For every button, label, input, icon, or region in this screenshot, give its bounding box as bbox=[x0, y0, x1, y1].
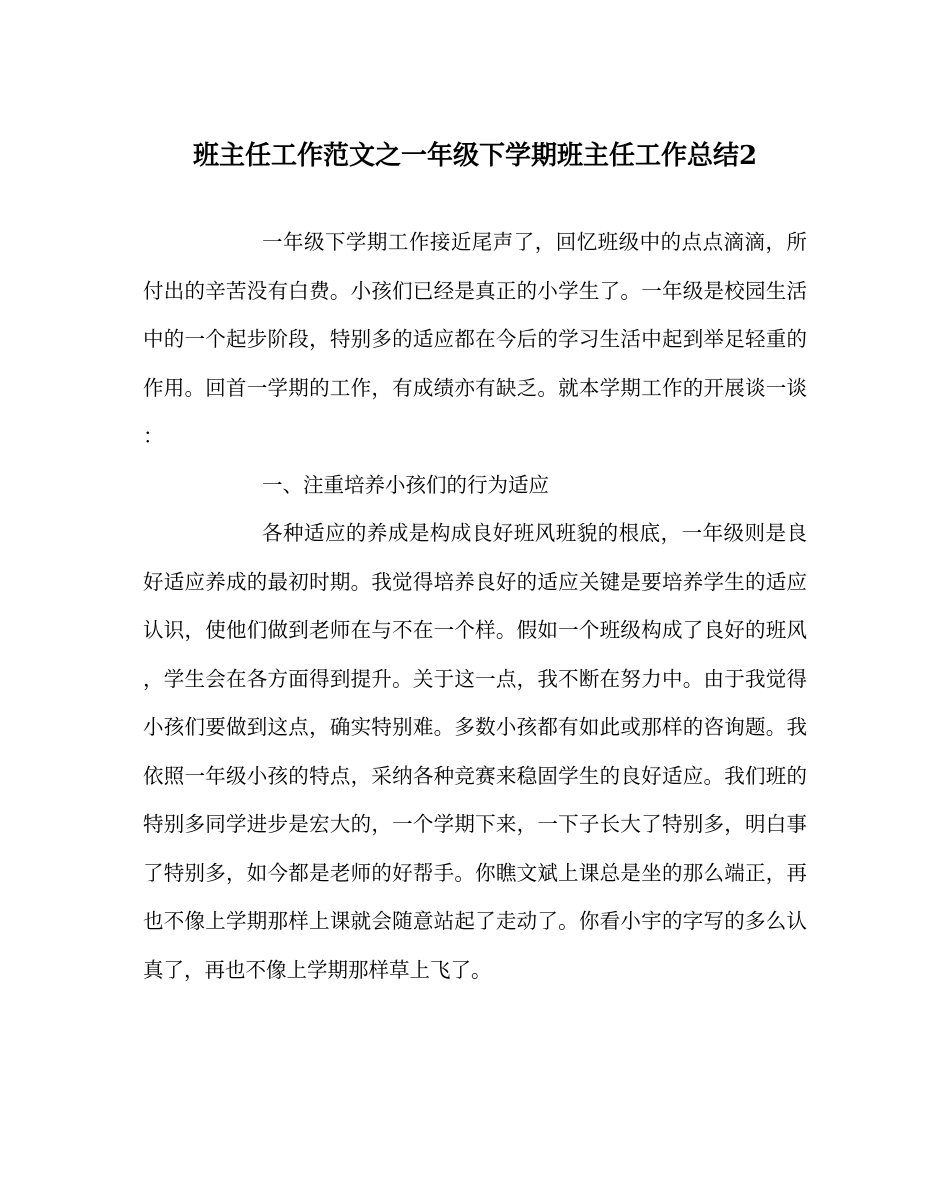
document-title: 班主任工作范文之一年级下学期班主任工作总结2 bbox=[192, 141, 758, 171]
document-body bbox=[143, 218, 807, 994]
paragraph-habits: 各种适应的养成是构成良好班风班貌的根底，一年级则是良好适应养成的最初时期。我觉得培养良好的适应关键是要培养学生的适应认识，使他们做到老师在与不在一个样。假如一个班级构成了良好的班风，学生会在各方面得到提升。关于这一点，我不断在努力中。由于我觉得小孩们要做到这点，确实特别难。多数小孩都有如此或那样的咨询题。我依照一年级小孩的特点，采纳各种竞赛来稳固学生的良好适应。我们班的特别多同学进步是宏大的，一个学期下来，一下子长大了特别多，明白事了特别多，如今都是老师的好帮手。你瞧文斌上课总是坐的那么端正，再也不像上学期那样上课就会随意站起了走动了。你看小宇的字写的多么认真了，再也不像上学期那样草上飞了。 bbox=[143, 521, 807, 982]
paragraph-intro: 一年级下学期工作接近尾声了，回忆班级中的点点滴滴，所付出的辛苦没有白费。小孩们已经是真正的小学生了。一年级是校园生活中的一个起步阶段，特别多的适应都在今后的学习生活中起到举足轻重的作用。回首一学期的工作，有成绩亦有缺乏。就本学期工作的开展谈一谈： bbox=[143, 230, 807, 448]
section-heading-1: 一、注重培养小孩们的行为适应 bbox=[262, 472, 549, 497]
